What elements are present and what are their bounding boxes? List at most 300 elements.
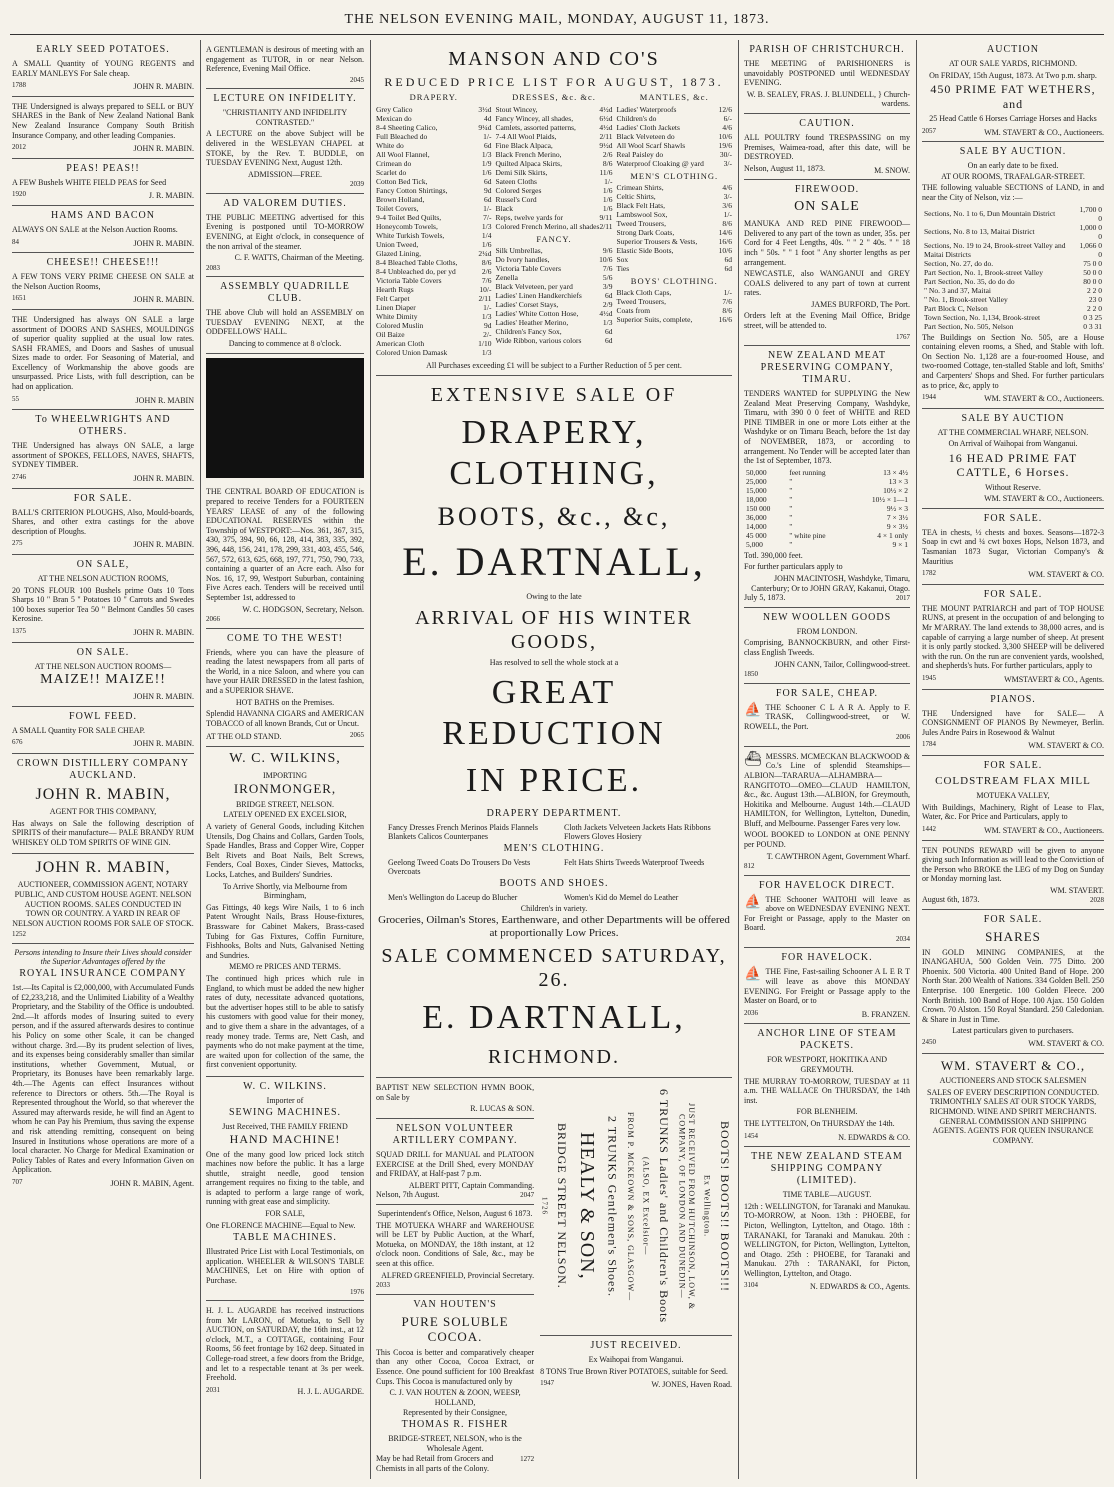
ad-body: TENDERS WANTED for SUPPLYING the New Zealand Meat Preserving Company, Washdyke, Timaru, with 390 0 0 feet of WHITE and RED PINE TIMBER in one or more Lots either at the Washdyke or on Timaru Beach, before the 1st day of NOVEMBER, 1873, or according to arrangement. No Tender will be accepted later than the 1st of September, 1873. (744, 389, 910, 466)
item-price: 9d (484, 320, 492, 330)
ad-body: BAPTIST NEW SELECTION HYMN BOOK, on Sale by (376, 1083, 535, 1102)
column-rule (916, 40, 917, 1479)
ad-signature: W. C. HODGSON, Secretary, Nelson. (242, 604, 364, 614)
item-price: 1/10 (478, 338, 492, 348)
ad-signature: JOHN R. MABIN. (133, 238, 194, 248)
ad-subtitle: AT THE NELSON AUCTION ROOMS, (37, 574, 169, 583)
ad-baptist (376, 1078, 534, 1119)
item-name: Children's Fancy Sox, (495, 326, 562, 336)
ad-subtitle: "CHRISTIANITY AND INFIDELITY CONTRASTED." (222, 108, 348, 127)
table-cell: 2 2 0 (1087, 303, 1102, 313)
item-price: 6d (724, 254, 732, 264)
ad-footer: ADMISSION—FREE. (247, 169, 322, 179)
ad-augarde (206, 1301, 364, 1400)
item-price: 1/4 (481, 230, 492, 240)
ad-title: FOR HAVELOCK DIRECT. (758, 879, 896, 891)
price-row (496, 204, 613, 213)
ad-signature: JOHN R. MABIN. (133, 627, 194, 637)
ad-number: 2045 (350, 75, 364, 84)
ad-signature: JAMES BURFORD, The Port. (811, 299, 910, 309)
price-row (496, 222, 613, 231)
item-name: 8-4 Unbleached do, per yd (376, 266, 456, 276)
ad-reward (922, 841, 1104, 911)
item-price: 1/3 (481, 311, 492, 321)
ad-title: NEW WOOLLEN GOODS (762, 611, 892, 623)
item-name: Black (495, 203, 513, 213)
ad-headline: HAND MACHINE! (229, 1132, 341, 1147)
price-row (376, 222, 492, 231)
ad-body: SQUAD DRILL for MANUAL and PLATOON EXERCISE at the Drill Shed, every MONDAY and FRIDAY, at Half-past 7 p.m. (376, 1150, 535, 1179)
item-name: Mexican do (376, 113, 412, 123)
item-price: 9/11 (599, 212, 613, 222)
item-price: 1/6 (602, 194, 613, 204)
ad-healy (540, 1078, 732, 1336)
item-price: 1/6 (602, 203, 613, 213)
dartnall-richmond: RICHMOND. (488, 1046, 620, 1069)
ad-body: THE LYTTELTON, On THURSDAY the 14th. (744, 1118, 895, 1128)
price-row (617, 237, 733, 246)
column-rule (200, 40, 201, 1479)
item-name: American Cloth (376, 338, 425, 348)
item-name: 9-4 Toilet Bed Quilts, (376, 212, 442, 222)
ad-flax-mill (922, 756, 1104, 841)
price-row (376, 267, 492, 276)
item-price: 10/6 (599, 254, 613, 264)
ad-mcmeckan (744, 747, 910, 876)
ad-title: NEW ZEALAND MEAT PRESERVING COMPANY, TIMARU. (760, 350, 894, 386)
ad-title: ANCHOR LINE OF STEAM PACKETS. (757, 1028, 897, 1052)
item-price: 3½d (478, 104, 492, 114)
ad-stavert-card (922, 1054, 1104, 1152)
price-row (496, 300, 613, 309)
item-name: Ladies' White Cotton Hose, (495, 308, 579, 318)
ad-subtitle: Superintendent's Office, Nelson, August 6 1873. (377, 1209, 533, 1219)
list-right: Cloth Jackets Velveteen Jackets Hats Ribbons Flowers Gloves Hosiery (564, 822, 711, 842)
table-row (744, 531, 910, 540)
ad-number: 2028 (1090, 896, 1104, 905)
price-row (376, 348, 492, 357)
item-price: 8/6 (602, 158, 613, 168)
price-row (617, 219, 733, 228)
ad-title: FOR SALE. (983, 512, 1043, 524)
item-price: 2¼d (478, 248, 492, 258)
price-row (376, 186, 492, 195)
ad-name: SEWING MACHINES. (228, 1106, 342, 1118)
dartnall-owing: Owing to the late (526, 591, 582, 601)
ad-signature: JOHN R. MABIN, Agent. (110, 1178, 194, 1188)
table-cell: 75 0 0 (1083, 258, 1102, 268)
price-row (496, 186, 613, 195)
ad-body: One of the many good low priced lock stitch machines now before the public. It has a large shuttle, straight needle, good tension arrangement requires no fixing to the table, and is adapted to perform a large range of work, running with great ease and simplicity. (206, 1149, 364, 1207)
ad-body: Gas Fittings, 40 kegs Wire Nails, 1 to 6 inch Patent Wrought Nails, Brass House-fixtures, Brassware for Cabinet Makers, Brass-cased Tubing for Gas Fixtures, Coffin Furniture, Fishhooks, Bolts and Nuts, Galvanised Netting and Sundries. (206, 902, 364, 960)
item-name: Victoria Table Covers (495, 263, 562, 273)
price-row (496, 114, 613, 123)
item-name: Black Velveteen, per yard (495, 281, 573, 291)
table-row (744, 522, 910, 531)
dartnall-line-1: EXTENSIVE SALE OF (430, 384, 678, 407)
table-cell: Part Block C, Nelson (924, 303, 988, 313)
ad-body: THE Undersigned have for SALE— A CONSIGNMENT OF PIANOS By Newmeyer, Berlin. Jules Andre Pairs in Rosewood & Walnut (922, 708, 1104, 737)
item-name: Black Felt Hats, (616, 200, 666, 210)
table-row (744, 504, 910, 513)
dartnall-line-3: BOOTS, &c., &c, (437, 501, 671, 531)
table-row (922, 322, 1104, 331)
ad-number: 2012 (12, 143, 26, 152)
price-row (617, 315, 733, 324)
ad-signature: JOHN CANN, Tailor, Collingwood-street. (774, 659, 910, 669)
ad-doors (12, 310, 194, 410)
item-name: Victoria Table Covers (376, 275, 442, 285)
ad-subtitle: TIME TABLE—AUGUST. (782, 1190, 872, 1200)
list-heading: DRAPERY. (409, 92, 458, 103)
ad-number: 1920 (12, 190, 26, 199)
table-cell: " (789, 503, 793, 513)
ad-body: IN GOLD MINING COMPANIES, at the INANGAHUA, 500 Golden Vein. 775 Ditto. 200 Phoenix. 500 Victoria. 400 United Band of Hope. 200 North Star. 200 Wealth of Nations. 334 Golden Bell. 250 Enterprise. 100 Energetic. 100 Golden Fleece. 200 North British. 100 Band of Hope. 100 Ajax. 150 Golden Crown. 70 Alston. 150 Royal Standard. 250 Caledonian. & Share in Just in Time. (922, 947, 1104, 1024)
ad-title: PEAS! PEAS!! (66, 162, 140, 174)
item-name: Silk Umbrellas, (495, 245, 543, 255)
ad-signature: JOHN MACINTOSH, Washdyke, Timaru, Canterbury; Or to JOHN GRAY, Kakanui, Otago. (751, 574, 910, 593)
ad-number: 2034 (896, 935, 910, 944)
ad-signature: WM. STAVERT & CO., Auctioneers. (984, 825, 1104, 835)
ad-body: TEA in chests, ½ chests and boxes. Seasons—1872-3 Soap in cwt and ¼ cwt boxes Hops, Nelson 1873, and Tasmanian 1873 Sugar, Victorian Company's & Mauritius (922, 527, 1104, 566)
ad-title: EARLY SEED POTATOES. (36, 44, 170, 55)
dartnall-groceries: Groceries, Oilman's Stores, Earthenware, and other Departments will be offered at proportionally Low Prices. (378, 914, 730, 940)
price-row (617, 288, 733, 297)
item-price: 30/- (719, 149, 732, 159)
ad-title: Persons intending to Insure their Lives should consider the Superior Advantages offered by the (14, 947, 192, 967)
ad-body: MAIZE!! MAIZE!! (40, 672, 166, 688)
ad-body: THE Schooner C L A R A. Apply to F. TRASK, Collingwood-street, or W. ROWELL, the Port. (744, 702, 910, 731)
table-cell: Sections, No. 8 to 13, Maitai District (924, 227, 1035, 237)
ad-title: FOR SALE, CHEAP. (775, 687, 879, 699)
ad-title: FIREWOOD. (794, 184, 860, 196)
ad-title: AD VALOREM DUTIES. (223, 197, 347, 209)
item-name: Toilet Covers, (376, 203, 419, 213)
ad-signature: WM. STAVERT & CO. (1028, 741, 1104, 751)
item-price: 2/11 (599, 221, 613, 231)
price-row (376, 330, 492, 339)
item-name: Fancy Cotton Shirtings, (376, 185, 448, 195)
ad-signature: WM. STAVERT & CO., Auctioneers. (984, 494, 1104, 504)
ad-body: Comprising, BANNOCKBURN, and other First-class English Tweeds. (744, 638, 910, 657)
price-row (496, 309, 613, 318)
ad-subtitle: AGENT FOR THIS COMPANY, (49, 806, 157, 816)
ad-footer: HOT BATHS on the Premises. (235, 697, 335, 707)
item-price: 7/6 (722, 296, 732, 306)
table-row (744, 477, 910, 486)
ad-number: 1782 (922, 569, 936, 578)
price-row (376, 294, 492, 303)
ad-title: FOR SALE. (983, 759, 1043, 771)
mantles-list (617, 92, 733, 356)
item-price: 9d (484, 185, 492, 195)
ad-body: BALL'S CRITERION PLOUGHS, Also, Mould-boards, Shares, and other extra castings for the above description of Ploughs. (12, 507, 194, 536)
item-price: 1/3 (481, 149, 492, 159)
ad-subtitle: IMPORTING (263, 770, 307, 780)
ad-signature: JOHN R. MABIN. (133, 691, 194, 701)
ad-body-extra: Splendid HAVANNA CIGARS and AMERICAN TOBACCO of all known Brands, Cut or Uncut. (206, 709, 364, 728)
item-name: Sox (616, 254, 629, 264)
ad-body: WOOL BOOKED to LONDON at ONE PENNY per POUND. (744, 830, 910, 850)
table-row (922, 205, 1104, 223)
table-cell: 7 × 3½ (886, 512, 908, 522)
item-price: 14/6 (718, 227, 732, 237)
ad-body: 8 TONS True Brown River POTATOES, suitable for Seed. (540, 1366, 728, 1376)
item-price: 11/6 (599, 167, 613, 177)
table-cell: Sections, No. 1 to 6, Dun Mountain District (924, 209, 1056, 219)
item-name: Children's do (616, 113, 657, 123)
ad-signature: WMSTAVERT & CO., Agents. (1004, 674, 1104, 684)
item-name: Ties (616, 263, 630, 273)
ad-cocoa (376, 1295, 534, 1478)
item-name: Ladies' Heather Merino, (495, 317, 569, 327)
ad-signature: N. EDWARDS & CO. (838, 1132, 910, 1142)
ad-subtitle: MEMO re PRICES AND TERMS. (229, 962, 341, 972)
price-row (496, 327, 613, 336)
price-row (496, 336, 613, 345)
item-price: 12/6 (718, 104, 732, 114)
price-row (617, 297, 733, 306)
ad-education-board (206, 482, 364, 628)
table-row (922, 259, 1104, 268)
list-right: Women's Kid do Memel do Leather (564, 892, 679, 902)
item-name: Crimean Shirts, (616, 182, 664, 192)
ad-body: Illustrated Price List with Local Testimonials, on application. WHEELER & WILSON'S TABLE MACHINES, Let on Hire with option of Purchase. (206, 1247, 364, 1286)
table-cell: " No. 3 and 37, Maitai (924, 285, 992, 295)
ad-headline: PURE SOLUBLE COCOA. (401, 1313, 509, 1345)
table-cell: 10½ × 2 (883, 485, 908, 495)
item-price: 1/6 (481, 167, 492, 177)
ad-lecture (206, 89, 364, 194)
ad-sewing-machines (206, 1077, 364, 1301)
ad-subtitle: LATELY OPENED EX EXCELSIOR, (223, 810, 347, 820)
item-name: Black Velveteen do (616, 131, 675, 141)
ad-footer: Without Reserve. (985, 482, 1041, 492)
price-row (496, 123, 613, 132)
ad-number: 2033 (376, 1281, 390, 1290)
ad-manson (376, 40, 732, 376)
item-name: Hearth Rugs (376, 284, 414, 294)
item-name: Waterproof Cloaking @ yard (616, 158, 704, 168)
column-3 (372, 40, 736, 1479)
table-cell: Part Section, No. 35, do do do (924, 276, 1015, 286)
ad-number: 1442 (922, 824, 936, 833)
item-name: Grey Calico (376, 104, 413, 114)
ad-body: THE Undersigned is always prepared to SELL or BUY SHARES in the Bank of New Zealand National Bank New Zealand Insurance Company South British Insurance Company, and other leading Companies. (12, 101, 194, 140)
ad-body: A LECTURE on the above Subject will be delivered in the WESLEYAN CHAPEL at STOKE, by the Rev. T. BUDDLE, on TUESDAY EVENING Next, August 12th. (206, 129, 364, 168)
ad-body: THE MOTUEKA WHARF and WAREHOUSE will be LET by Public Auction, at the Wharf, Motueka, on MONDAY, the 18th instant, at 12 o'clock noon. Conditions of Sale, &c., may be seen at this office. (376, 1220, 535, 1268)
item-name: Black French Merino, (495, 149, 562, 159)
item-name: All Wool Flannel, (376, 149, 430, 159)
ad-seed-potatoes (12, 40, 194, 97)
ad-number: 3104 (744, 1281, 758, 1290)
price-row (376, 105, 492, 114)
item-name: Stout Wincey, (495, 104, 538, 114)
manson-note: All Purchases exceeding £1 will be subject to a Further Reduction of 5 per cent. (426, 360, 682, 370)
ad-title: ON SALE. (76, 646, 130, 658)
dartnall-men-list (376, 858, 732, 877)
ad-come-west (206, 629, 364, 747)
ad-body: MANUKA AND RED PINE FIREWOOD—Delivered to any part of the town as under, 35s. per Cord for 4 Feet Lengths, 40s. " " 2 " 40s. " " 18 inch " 50s. " " 1 foot " Any shorter lengths as per arrangement. (744, 219, 910, 267)
ad-total: Totl. 390,000 feet. (744, 550, 803, 560)
ad-signature: N. EDWARDS & CO., Agents. (809, 1282, 910, 1292)
price-row (496, 318, 613, 327)
ad-footer: Dancing to commence at 8 o'clock. (228, 338, 342, 348)
item-name: Oil Baize (376, 329, 405, 339)
item-name: Colored Muslin (376, 320, 424, 330)
price-row (617, 246, 733, 255)
ad-subtitle: AT OUR ROOMS, TRAFALGAR-STREET. (941, 171, 1085, 181)
ad-nz-steam (744, 1147, 910, 1296)
price-row (617, 114, 733, 123)
item-price: 6d (484, 176, 492, 186)
column-rule (370, 40, 371, 1479)
ad-body: MESSRS. MCMECKAN BLACKWOOD & Co.'s Line of splendid Steamships—ALBION—TARARUA—ALHAMBRA—RANGITOTO—OMEO—CLAUD HAMILTON, &c., &c. August 13th.—ALBION, for Greymouth, Hokitika and Melbourne. August 14th.—CLAUD HAMILTON, for Wellington, Lyttelton, Dunedin, Bluff, and Melbourne. Passenger Fares very low. (744, 751, 910, 828)
price-row (376, 114, 492, 123)
mid-bottom-section (376, 1078, 732, 1477)
column-1 (8, 40, 198, 1479)
table-cell: 0 3 25 (1083, 312, 1102, 322)
ad-number: 2450 (922, 1038, 936, 1046)
price-row (617, 150, 733, 159)
ad-body: 20 TONS FLOUR 100 Bushels prime Oats 10 Tons Sharps 10 " Bran 5 " Potatoes 10 " Carrots and Swedes 100 boxes superior Tea 50 " Belmont Candles 50 cases Kerosine. (12, 585, 194, 624)
ad-title: W. C. WILKINS, (229, 750, 341, 766)
ad-number: 1784 (922, 740, 936, 749)
table-row (744, 495, 910, 504)
item-price: 6d (484, 140, 492, 150)
ad-title: VAN HOUTEN'S (413, 1298, 497, 1310)
ad-signature: WM. STAVERT. (1050, 885, 1104, 895)
price-row (617, 264, 733, 273)
ad-signature: JOHN R. MABIN. (133, 144, 194, 154)
price-row (496, 168, 613, 177)
ad-number: 1272 (520, 1455, 535, 1464)
ad-subtitle: AT THE COMMERCIAL WHARF, NELSON. (937, 427, 1089, 437)
masthead-rule (10, 34, 1104, 35)
item-name: Felt Carpet (376, 293, 410, 303)
ad-number: 2031 (206, 1385, 220, 1394)
ad-number: 1947 (540, 1379, 555, 1388)
table-cell: 2 2 0 (1087, 285, 1102, 295)
price-row (496, 132, 613, 141)
ad-signature: M. SNOW. (874, 165, 910, 175)
ad-title: FOR HAVELOCK. (781, 952, 873, 964)
item-name: 8-4 Sheeting Calico, (376, 122, 438, 132)
ad-woollen (744, 608, 910, 684)
table-cell: 5,000 (746, 539, 763, 549)
ad-body: Friends, where you can have the pleasure of reading the latest newspapers from all parts of the World, in a nice Saloon, and where you can have your HAIR DRESSED in the latest fashion, and a SUPERIOR SHAVE. (206, 647, 364, 695)
ad-meat-preserving (744, 346, 910, 608)
ad-body: A SMALL Quantity FOR SALE CHEAP. (12, 725, 146, 735)
manson-pricelist (376, 92, 732, 356)
ad-footer: For further particulars apply to (744, 562, 843, 572)
ad-footer: Latest particulars given to purchasers. (952, 1026, 1074, 1036)
item-name: White Turkish Towels, (376, 230, 445, 240)
ad-royal-insurance (12, 944, 194, 1193)
ad-body: TEN POUNDS REWARD will be given to anyone giving such Information as will lead to the Conviction of the Person who BROKE the LEG of my Dog on Sunday or Monday morning last. (922, 845, 1104, 884)
list-heading: BOYS' CLOTHING. (630, 275, 718, 286)
ad-subtitle: AT OUR SALE YARDS, RICHMOND. (948, 59, 1077, 68)
item-name: Ladies' Cloth Jackets (616, 122, 680, 132)
table-row (922, 223, 1104, 241)
item-name: 8-4 Bleached Table Cloths, (376, 257, 458, 267)
ad-signature: B. FRANZEN. (861, 1009, 910, 1019)
ad-ploughs (12, 489, 194, 555)
ad-number: 2017 (896, 594, 910, 603)
ad-signature: ALBERT PITT, Captain Commanding. (408, 1180, 535, 1190)
healy-line: BRIDGE STREET NELSON. (554, 1123, 569, 1290)
ad-footer: Nelson, August 11, 1873. (744, 163, 826, 173)
price-row (376, 159, 492, 168)
ad-body: This Cocoa is better and comparatively cheaper than any other Cocoa, Cocoa Extract, or Essence. One pound sufficient for 100 Breakfast Cups. This Cocoa is manufactured only by (376, 1347, 535, 1386)
table-cell: Town Section, No. 1,134, Brook-street (924, 312, 1041, 322)
price-row (376, 258, 492, 267)
price-row (376, 150, 492, 159)
ad-number: 1252 (12, 930, 26, 939)
table-row (922, 295, 1104, 304)
drapery-list (376, 92, 492, 356)
item-price: 8/6 (722, 218, 732, 228)
ad-title: AUCTION (987, 44, 1039, 55)
ad-body: THE MOUNT PATRIARCH and part of TOP HOUSE RUNS, at present in the occupation of and belonging to Mr M'ARRAY. The land extends to 38,000 acres, and is capable of carrying a large number of sheep. At present it is only partly stocked. 3,300 SHEEP will be delivered with the run. On the run are convenient yards, woolshed, and shepherds's huts. For further particulars, apply to (922, 603, 1104, 671)
dresses-list (496, 92, 613, 356)
price-row (376, 240, 492, 249)
item-name: Russel's Cord (495, 194, 537, 204)
item-name: Glazed Lining, (376, 248, 421, 258)
table-cell: feet running (789, 467, 826, 477)
item-price: 2/6 (602, 149, 613, 159)
item-price: 1/- (723, 209, 732, 219)
ad-maker: C. J. VAN HOUTEN & ZOON, WEESP, HOLLAND, (389, 1388, 521, 1407)
item-price: 10/6 (718, 245, 732, 255)
ad-body: H. J. L. AUGARDE has received instructions from Mr LARON, of Motueka, to Sell by AUCTION, on SATURDAY, the 16th inst., at 12 o'clock, M.T., a COTTAGE, containing Four Rooms, 56 feet frontage by 162 deep. Situated in College-road street, a few doors from the Bridge, and let to a respectable tenant at 3s per week. Freehold. (206, 1306, 364, 1383)
dartnall-arrival: ARRIVAL OF HIS WINTER GOODS, (415, 606, 693, 653)
table-cell: 4 × 1 only (877, 530, 908, 540)
item-name: Colored Union Damask (376, 347, 448, 357)
ad-body: On Arrival of Waihopai from Wanganui. (948, 439, 1078, 449)
ad-body: THE PUBLIC MEETING advertised for this Evening is postponed until TO-MORROW EVENING, at Eight o'clock, in consequence of the non arrival of the steamer. (206, 212, 364, 251)
item-name: Fine Black Alpaca, (495, 140, 553, 150)
ad-signature: JOHN R. MABIN. (133, 295, 194, 305)
ad-signature: AT THE OLD STAND. (206, 732, 282, 742)
price-row (617, 210, 733, 219)
ad-body: THE following valuable SECTIONS of LAND, in and near the City of Nelson, viz :— (922, 183, 1104, 202)
manson-title: MANSON AND CO'S (448, 48, 660, 70)
ad-address: BRIDGE-STREET, NELSON, who is the Wholesale Agent. (388, 1433, 522, 1453)
ad-signature: JOHN R. MABIN (135, 395, 194, 405)
item-name: Black Cloth Caps, (616, 287, 672, 297)
item-name: Crimean do (376, 158, 412, 168)
ad-subtitle: FOR WESTPORT, HOKITIKA AND GREYMOUTH. (766, 1055, 888, 1074)
list-right: Felt Hats Shirts Tweeds Waterproof Tweeds (564, 857, 705, 867)
ad-fowl-feed (12, 707, 194, 754)
table-cell: 50,000 (746, 467, 767, 477)
ad-signature: W. B. SEALEY, FRAS. J. BLUNDELL, } Church-wardens. (746, 89, 910, 109)
ad-signature: WM. STAVERT & CO., Auctioneers. (984, 127, 1104, 137)
ad-signature: H. J. L. AUGARDE. (297, 1386, 364, 1396)
ad-hams (12, 206, 194, 253)
table-cell: " (789, 539, 793, 549)
table-row (922, 304, 1104, 313)
ad-title: FOR SALE. (983, 588, 1043, 600)
price-row (617, 159, 733, 168)
ad-title: JUST RECEIVED. (590, 1340, 682, 1352)
item-price: 2/11 (599, 131, 613, 141)
healy-line: FROM P. MCKEOWN & SONS, GLASGOW— (625, 1111, 635, 1301)
item-name: All Wool Scarf Shawls (616, 140, 686, 150)
item-name: Brown Holland, (376, 194, 425, 204)
table-cell: 9 × 1 (892, 539, 908, 549)
